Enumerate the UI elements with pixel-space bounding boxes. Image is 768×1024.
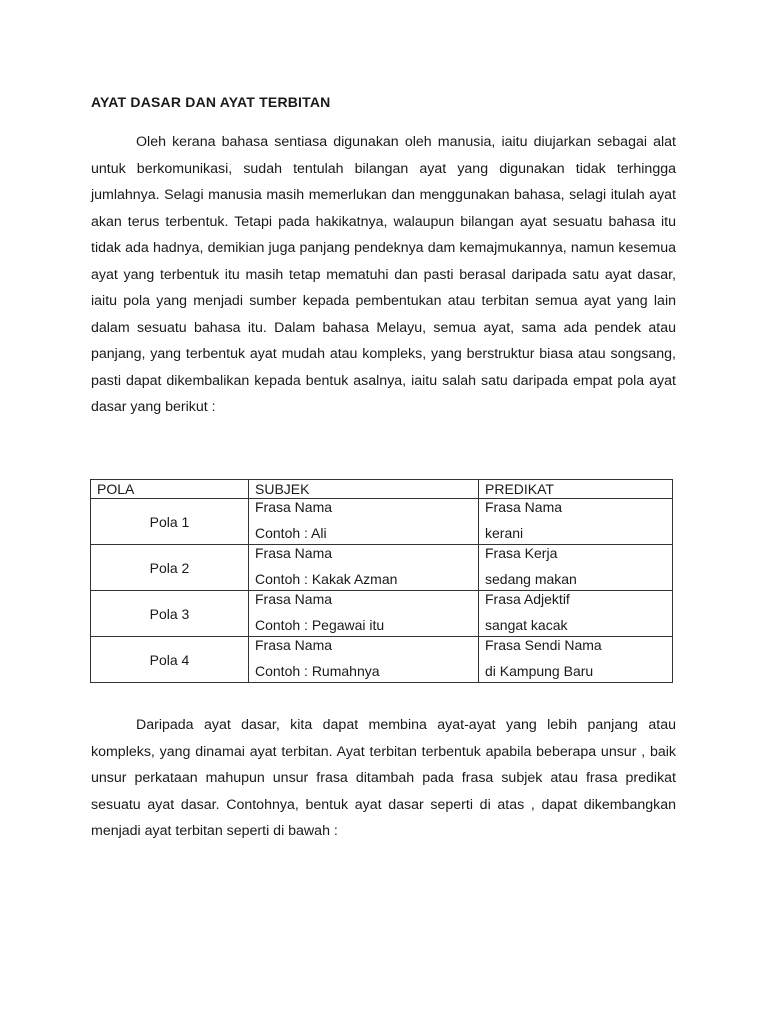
subjek-type: Frasa Nama	[255, 499, 333, 515]
intro-paragraph: Oleh kerana bahasa sentiasa digunakan oleh manusia, iaitu diujarkan sebagai alat untuk berkomunikasi, sudah tentulah bilangan ayat yang digunakan tidak terhingga jumlahnya. Selagi manusia masih memerlukan dan menggunakan bahasa, selagi itulah ayat akan terus terbentuk. Tetapi pada hakikatnya, walaupun bilangan ayat sesuatu bahasa itu tidak ada hadnya, demikian juga panjang pendeknya dam kemajmukannya, namun kesemua ayat yang terbentuk itu masih tetap mematuhi dan pasti berasal daripada satu ayat dasar, iaitu pola yang menjadi sumber kepada pembentukan atau terbitan semua ayat yang lain dalam sesuatu bahasa itu. Dalam bahasa Melayu, semua ayat, sama ada pendek atau panjang, yang terbentuk ayat mudah atau kompleks, yang berstruktur biasa atau songsang, pasti dapat dikembalikan kepada bentuk asalnya, iaitu salah satu daripada empat pola ayat dasar yang berikut :	[91, 134, 676, 415]
predikat-type: Frasa Nama	[485, 499, 563, 515]
table-row	[91, 545, 673, 591]
predikat-cell	[479, 545, 673, 591]
table-row	[91, 499, 673, 545]
predikat-type: Frasa Adjektif	[485, 591, 570, 607]
table-row	[91, 637, 673, 683]
subjek-cell	[249, 499, 479, 545]
sentence-pattern-table	[90, 479, 673, 683]
subjek-example: Contoh : Kakak Azman	[255, 571, 398, 587]
predikat-example: sedang makan	[485, 571, 577, 587]
subjek-cell	[249, 637, 479, 683]
predikat-cell	[479, 591, 673, 637]
header-pola: POLA	[91, 480, 249, 499]
pola-cell: Pola 4	[91, 637, 249, 683]
pola-cell: Pola 2	[91, 545, 249, 591]
subjek-type: Frasa Nama	[255, 637, 333, 653]
header-subjek: SUBJEK	[249, 480, 479, 499]
subjek-example: Contoh : Rumahnya	[255, 663, 380, 679]
predikat-cell	[479, 637, 673, 683]
predikat-example: sangat kacak	[485, 617, 568, 633]
header-predikat: PREDIKAT	[479, 480, 673, 499]
predikat-cell	[479, 499, 673, 545]
subjek-type: Frasa Nama	[255, 545, 333, 561]
subjek-example: Contoh : Ali	[255, 525, 327, 541]
pola-cell: Pola 3	[91, 591, 249, 637]
table-header-row	[91, 480, 673, 499]
pola-cell: Pola 1	[91, 499, 249, 545]
predikat-type: Frasa Kerja	[485, 545, 558, 561]
predikat-type: Frasa Sendi Nama	[485, 637, 602, 653]
predikat-example: di Kampung Baru	[485, 663, 594, 679]
document-title: AYAT DASAR DAN AYAT TERBITAN	[91, 94, 331, 110]
subjek-example: Contoh : Pegawai itu	[255, 617, 385, 633]
predikat-example: kerani	[485, 525, 524, 541]
subjek-cell	[249, 545, 479, 591]
subjek-type: Frasa Nama	[255, 591, 333, 607]
derived-sentence-paragraph: Daripada ayat dasar, kita dapat membina ayat-ayat yang lebih panjang atau kompleks, yang dinamai ayat terbitan. Ayat terbitan terbentuk apabila beberapa unsur , baik unsur perkataan mahupun unsur frasa ditambah pada frasa subjek atau frasa predikat sesuatu ayat dasar. Contohnya, bentuk ayat dasar seperti di atas , dapat dikembangkan menjadi ayat terbitan seperti di bawah :	[91, 717, 676, 839]
subjek-cell	[249, 591, 479, 637]
table-row	[91, 591, 673, 637]
